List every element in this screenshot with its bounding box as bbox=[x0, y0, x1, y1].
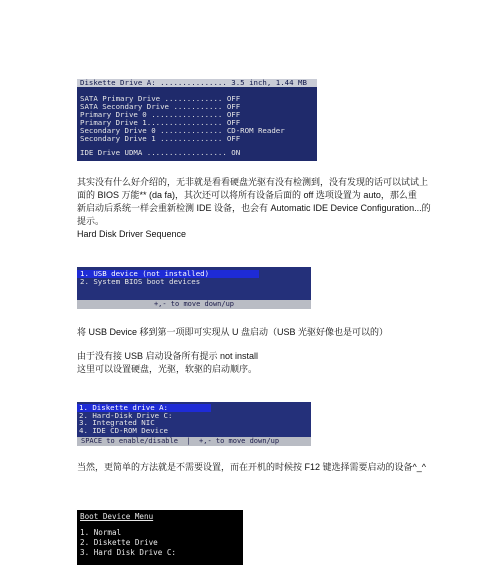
sata-primary-row: SATA Primary Drive ............. OFF bbox=[80, 94, 241, 103]
bios-drive-config-screenshot bbox=[77, 79, 317, 161]
intro-paragraph bbox=[77, 176, 431, 241]
paragraph-line: 面的 BIOS 万能** (da fa)，其次还可以将所有设备后面的 off 选项设置为 auto，那么重 bbox=[77, 190, 417, 200]
paragraph-line: 这里可以设置硬盘，光驱，软驱的启动顺序。 bbox=[77, 364, 258, 374]
boot-device-menu-screenshot bbox=[77, 510, 243, 565]
usb-device-item: 1. USB device (not installed) bbox=[77, 270, 259, 278]
diskette-drive-row: Diskette Drive A: ............... 3.5 inch, 1.44 MB bbox=[77, 79, 317, 87]
boot-order-item: 2. Hard-Disk Drive C: bbox=[79, 410, 173, 420]
bios-boot-order-screenshot bbox=[77, 402, 311, 446]
paragraph-line: 由于没有接 USB 启动设备所有提示 not install bbox=[77, 351, 259, 361]
boot-menu-item: 3. Hard Disk Drive C: bbox=[80, 548, 177, 557]
boot-order-item: 3. Integrated NIC bbox=[79, 418, 155, 428]
secondary-drive-0-row: Secondary Drive 0 .............. CD-ROM Reader bbox=[80, 126, 285, 135]
paragraph-line: 提示。 bbox=[77, 216, 105, 226]
secondary-drive-1-row: Secondary Drive 1 .............. OFF bbox=[80, 134, 241, 143]
system-bios-item: 2. System BIOS boot devices bbox=[80, 277, 201, 286]
boot-order-item: 4. IDE CD-ROM Device bbox=[79, 425, 168, 435]
sata-secondary-row: SATA Secondary Drive ........... OFF bbox=[80, 102, 241, 111]
primary-drive-1-row: Primary Drive 1................. OFF bbox=[80, 118, 241, 127]
boot-menu-title: Boot Device Menu bbox=[80, 512, 154, 521]
sequence-footer: +,- to move down/up bbox=[77, 300, 311, 309]
boot-order-footer: SPACE to enable/disable | +,- to move down/up bbox=[77, 437, 311, 446]
bios-sequence-screenshot bbox=[77, 267, 311, 309]
paragraph-line: 当然，更简单的方法就是不需要设置，而在开机的时候按 F12 键选择需要启动的设备^_^ bbox=[77, 462, 426, 472]
paragraph-line: 将 USB Device 移到第一项即可实现从 U 盘启动（USB 光驱好像也是可以的） bbox=[77, 327, 389, 337]
primary-drive-0-row: Primary Drive 0 ................ OFF bbox=[80, 110, 241, 119]
footer-right-hint: +,- to move down/up bbox=[199, 437, 280, 445]
footer-left-hint: SPACE to enable/disable bbox=[81, 437, 178, 445]
paragraph-line: 其实没有什么好介绍的，无非就是看看硬盘光驱有没有检测到，没有发现的话可以试试上 bbox=[77, 177, 429, 187]
boot-menu-item: 1. Normal bbox=[80, 528, 122, 537]
boot-menu-item: 2. Diskette Drive bbox=[80, 538, 158, 547]
paragraph-line: 新启动后系统一样会重新检测 IDE 设备，也会有 Automatic IDE Device Configuration...的 bbox=[77, 203, 431, 213]
usb-paragraph bbox=[77, 326, 388, 339]
ide-udma-row: IDE Drive UDMA .................. ON bbox=[80, 148, 241, 157]
boot-order-item: 1. Diskette drive A: bbox=[77, 404, 211, 412]
section-heading: Hard Disk Driver Sequence bbox=[77, 229, 187, 239]
sequence-paragraph bbox=[77, 350, 258, 376]
f12-paragraph bbox=[77, 461, 426, 474]
